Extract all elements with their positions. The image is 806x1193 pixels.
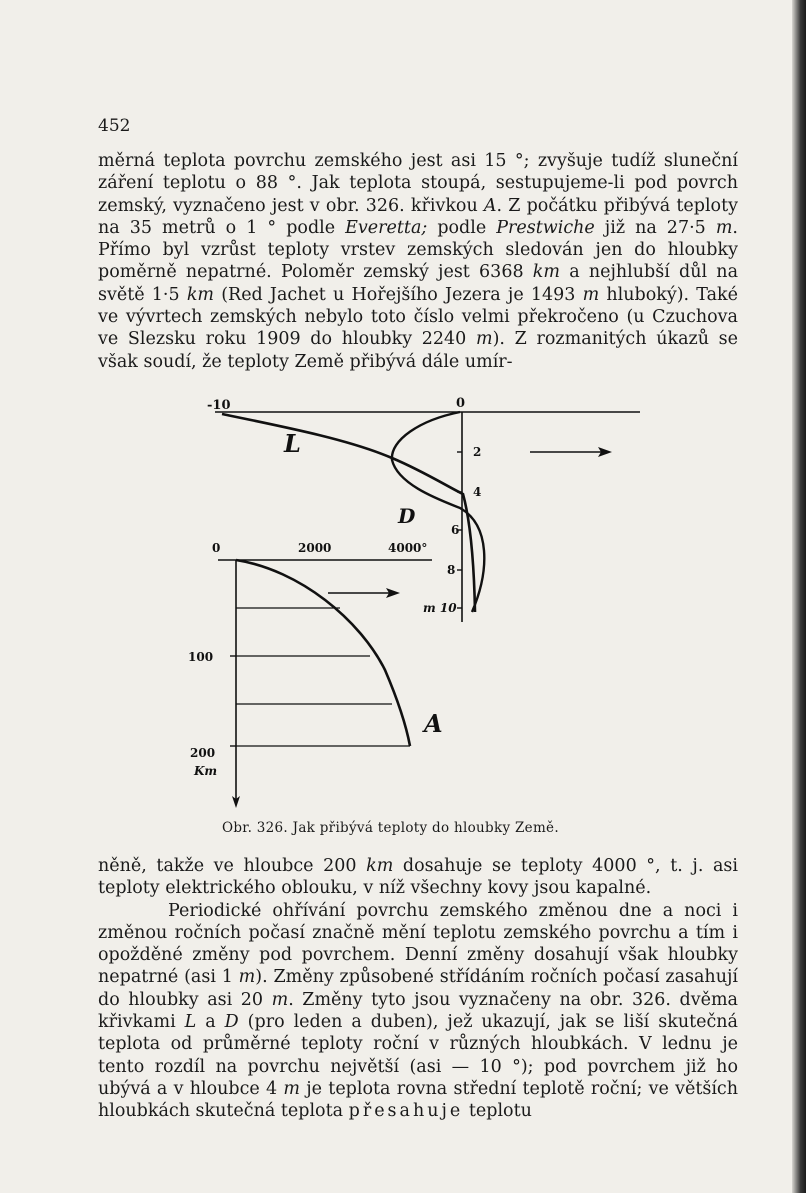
italic-run: A <box>483 195 497 216</box>
italic-run: km <box>186 284 215 305</box>
text-run: je teplota rovna střední teplotě roční; ve větších hloubkách skutečná teplota <box>98 1078 738 1122</box>
bottom-text-block <box>98 855 738 1123</box>
italic-run: Everetta; <box>345 217 428 238</box>
italic-run: L <box>184 1012 197 1033</box>
curve-L-label: L <box>284 429 301 458</box>
x-label-4000: 4000° <box>388 541 428 555</box>
italic-run: Prestwiche <box>496 217 595 238</box>
depth-label-10: m 10 <box>423 601 457 615</box>
italic-run: km <box>532 262 560 283</box>
x-label-0: 0 <box>212 541 221 555</box>
italic-run: m <box>582 284 600 305</box>
italic-run: m <box>475 329 493 350</box>
italic-run: m <box>715 217 733 238</box>
text-run: a nejhlubší důl na světě 1·5 <box>98 262 738 305</box>
curve-A-label: A <box>424 709 443 738</box>
text-run: Periodické ohřívání povrchu zemského změnou dne a noci i změnou ročních počasí značně mění teplotu zemského povrchu a tím i opožděné změny pod povrchem. Denní změny dosahují však hloubky nepatrné (asi 1 <box>98 900 738 988</box>
second-paragraph <box>98 900 738 1123</box>
figure-caption: Obr. 326. Jak přibývá teploty do hloubky Země. <box>222 820 559 836</box>
text-run: již na 27·5 <box>594 217 716 238</box>
continuation-paragraph <box>98 855 738 900</box>
curve-D-label: D <box>398 504 416 528</box>
top-left-label: -10 <box>207 398 231 413</box>
text-run: . Z počátku přibývá teploty na 35 metrů o 1 ° podle <box>98 195 738 238</box>
italic-run: m <box>271 989 289 1010</box>
text-run: něně, takže ve hloubce 200 <box>98 856 367 876</box>
text-run: ). Z rozmanitých úkazů se však soudí, že teploty Země přibývá dále umír- <box>98 329 739 372</box>
text-run: měrná teplota povrchu zemského jest asi 15 °; zvyšuje tudíž sluneční záření teplotu o 88 °. Jak teplota stoupá, sestupujeme-li pod povrch zemský, vyznačeno jest v obr. 326. křivkou <box>98 151 738 216</box>
spaced-run: přesahuje <box>348 1101 464 1122</box>
depth-label-2: 2 <box>473 445 482 459</box>
y-label-200: 200 <box>190 746 216 760</box>
italic-run: km <box>366 856 394 876</box>
text-run: dosahuje se teploty 4000 °, t. j. asi teploty elektrického oblouku, v níž všechny kovy jsou kapalné. <box>98 856 738 899</box>
x-label-2000: 2000 <box>298 541 332 555</box>
top-zero-label: 0 <box>456 396 466 411</box>
page-number: 452 <box>98 116 131 136</box>
italic-run: m <box>238 967 256 988</box>
italic-run: m <box>283 1078 301 1099</box>
text-run: podle <box>427 217 497 238</box>
y-label-100: 100 <box>188 650 214 664</box>
text-run: hluboký). Také ve vývrtech zemských nebylo toto číslo velmi překročeno (u Czuchova ve Slezsku roku 1909 do hloubky 2240 <box>98 284 739 350</box>
text-run: ). Změny způsobené střídáním ročních počasí zasahují do hloubky asi 20 <box>98 967 738 1010</box>
text-run: a <box>196 1012 225 1033</box>
depth-label-4: 4 <box>473 485 482 499</box>
text-run: (pro leden a duben), jež ukazují, jak se liší skutečná teplota od průměrné teploty roční v různých hloubkách. V lednu je tento rozdíl na povrchu největší (asi — 10 °); pod povrchem již ho ubývá a v hloubce 4 <box>98 1012 738 1099</box>
curve-L <box>222 414 475 612</box>
text-run: . Přímo byl vzrůst teploty vrstev zemských sledován jen do hloubky poměrně nepatrné. Poloměr zemský jest 6368 <box>98 217 738 283</box>
curve-A <box>236 560 410 746</box>
italic-run: D <box>224 1012 239 1033</box>
y-unit-label: Km <box>194 764 218 778</box>
text-run: teplotu <box>463 1101 532 1122</box>
text-run: (Red Jachet u Hořejšího Jezera je 1493 <box>214 284 583 305</box>
depth-label-8: 8 <box>447 563 456 577</box>
depth-label-6: 6 <box>451 523 460 537</box>
text-run: . Změny tyto jsou vyznačeny na obr. 326. dvěma křivkami <box>98 989 738 1033</box>
